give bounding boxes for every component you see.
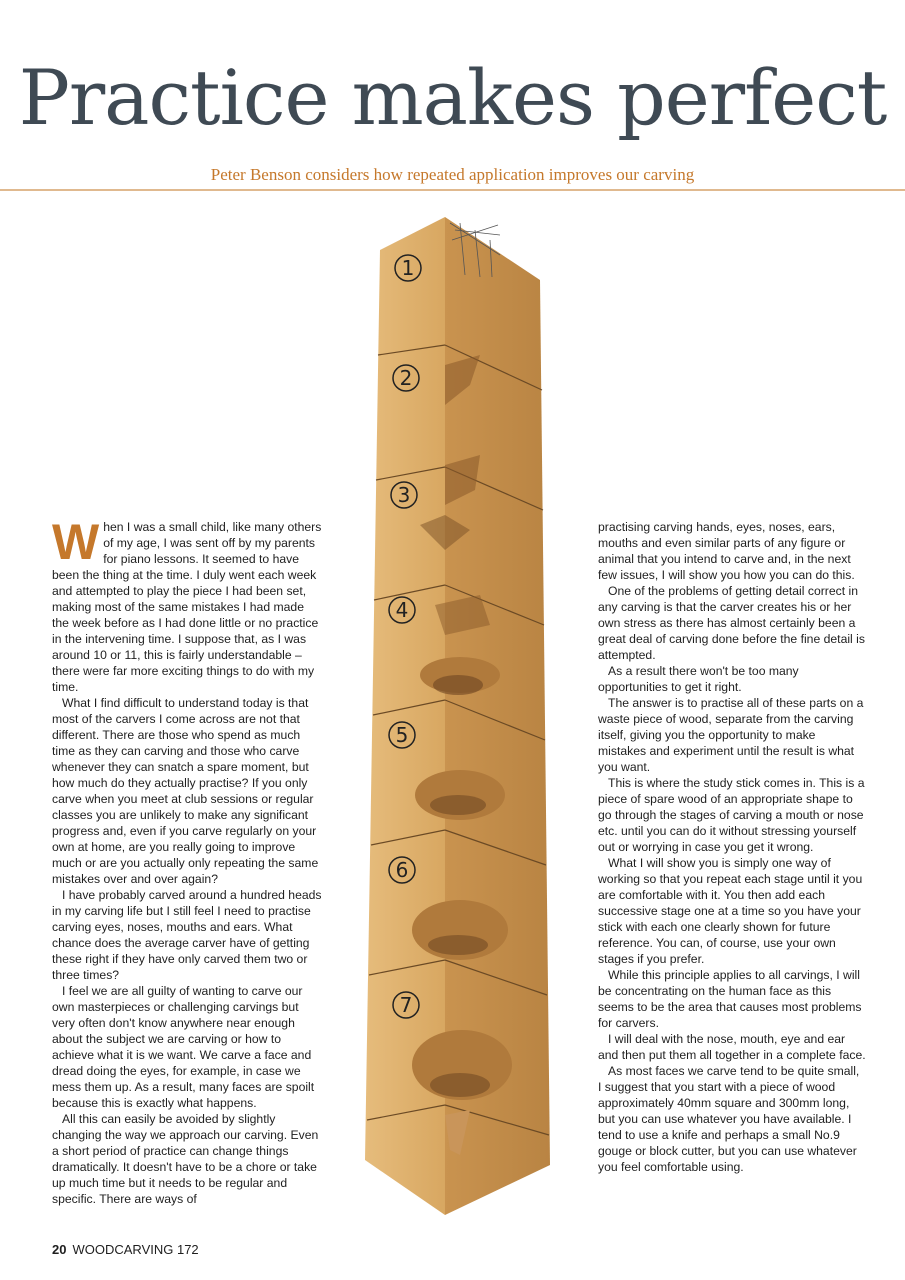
stage-label: 7 (399, 993, 413, 1017)
body-column-right (598, 519, 866, 1175)
paragraph: I will deal with the nose, mouth, eye and ear and then put them all together in a complete face. (598, 1032, 866, 1062)
header-rule (0, 189, 905, 191)
stage-label: 4 (395, 598, 409, 622)
paragraph-text: hen I was a small child, like many others of my age, I was sent off by my parents for piano lessons. It seemed to have been the thing at the time. I duly went each week and attempted to play the piece I had been set, making most of the same mistakes I had made the week before as I had done little or no practice in the intervening time. I suppose that, as I was around 10 or 11, this is fairly understandable – there were far more exciting things to do with my time. (52, 520, 322, 694)
article-title: Practice makes perfect (18, 53, 887, 142)
paragraph: This is where the study stick comes in. This is a piece of spare wood of an appropriate shape to go through the stages of carving a mouth or nose etc. until you can do it without stressing yourself out or worrying in case you get it wrong. (598, 776, 865, 854)
paragraph: As a result there won't be too many opportunities to get it right. (598, 664, 799, 694)
stage-label: 5 (395, 723, 409, 747)
paragraph: One of the problems of getting detail correct in any carving is that the carver creates his or her own stress as there has almost certainly been a great deal of carving done before the fine detail is attempted. (598, 584, 865, 662)
paragraph: While this principle applies to all carvings, I will be concentrating on the human face as this seems to be the area that causes most problems for carvers. (598, 968, 862, 1030)
paragraph: I have probably carved around a hundred heads in my carving life but I still feel I need to practise carving eyes, noses, mouths and ears. What chance does the average carver have of getting these right if they have only carved them two or three times? (52, 888, 322, 982)
stage-label: 1 (401, 256, 415, 280)
paragraph: What I will show you is simply one way of working so that you repeat each stage until it you are comfortable with it. You then add each successive stage one at a time so you have your stick with each one clearly shown for future reference. You can, of course, use your own stages if you prefer. (598, 856, 863, 966)
stage-label: 3 (397, 483, 411, 507)
body-column-left (52, 514, 322, 1207)
stage-label: 6 (395, 858, 409, 882)
paragraph (52, 514, 322, 695)
drop-cap: W (52, 514, 100, 570)
paragraph: What I find difficult to understand today is that most of the carvers I come across are not that different. There are those who spend as much time as they can carving and those who carve whenever they can snatch a spare moment, but how much do they actually practise? If you only carve when you meet at club sessions or regular classes you are unlikely to make any significant progress and, even if you carve regularly on your own at home, are you really going to improve much or are you actually only repeating the same mistakes over and over again? (52, 696, 319, 886)
page-footer (52, 1242, 199, 1257)
stage-label: 2 (399, 366, 413, 390)
magazine-name: WOODCARVING 172 (72, 1242, 199, 1257)
paragraph: All this can easily be avoided by slightly changing the way we approach our carving. Even a short period of practice can change things dramatically. It doesn't have to be a chore or take up much time but it needs to be regular and specific. There are ways of (52, 1112, 319, 1206)
study-stick-image (340, 205, 570, 1245)
paragraph: practising carving hands, eyes, noses, ears, mouths and even similar parts of any figure or animal that you intend to carve and, in the next few issues, I will show you how you can do this. (598, 520, 855, 582)
paragraph: I feel we are all guilty of wanting to carve our own masterpieces or challenging carvings but very often don't know anywhere near enough about the subject we are carving or how to achieve what it is we want. We carve a face and dread doing the eyes, for example, in case we mess them up. As a result, many faces are spoilt because this is exactly what happens. (52, 984, 315, 1110)
paragraph: As most faces we carve tend to be quite small, I suggest that you start with a piece of wood approximately 40mm square and 300mm long, but you can use whatever you have available. I tend to use a knife and perhaps a small No.9 gouge or block cutter, but you can use whatever you feel comfortable using. (598, 1064, 860, 1174)
article-subtitle: Peter Benson considers how repeated application improves our carving (210, 165, 695, 184)
paragraph: The answer is to practise all of these parts on a waste piece of wood, separate from the carving itself, giving you the opportunity to make mistakes and experiment until the result is what you want. (598, 696, 864, 774)
page-number: 20 (52, 1242, 67, 1257)
